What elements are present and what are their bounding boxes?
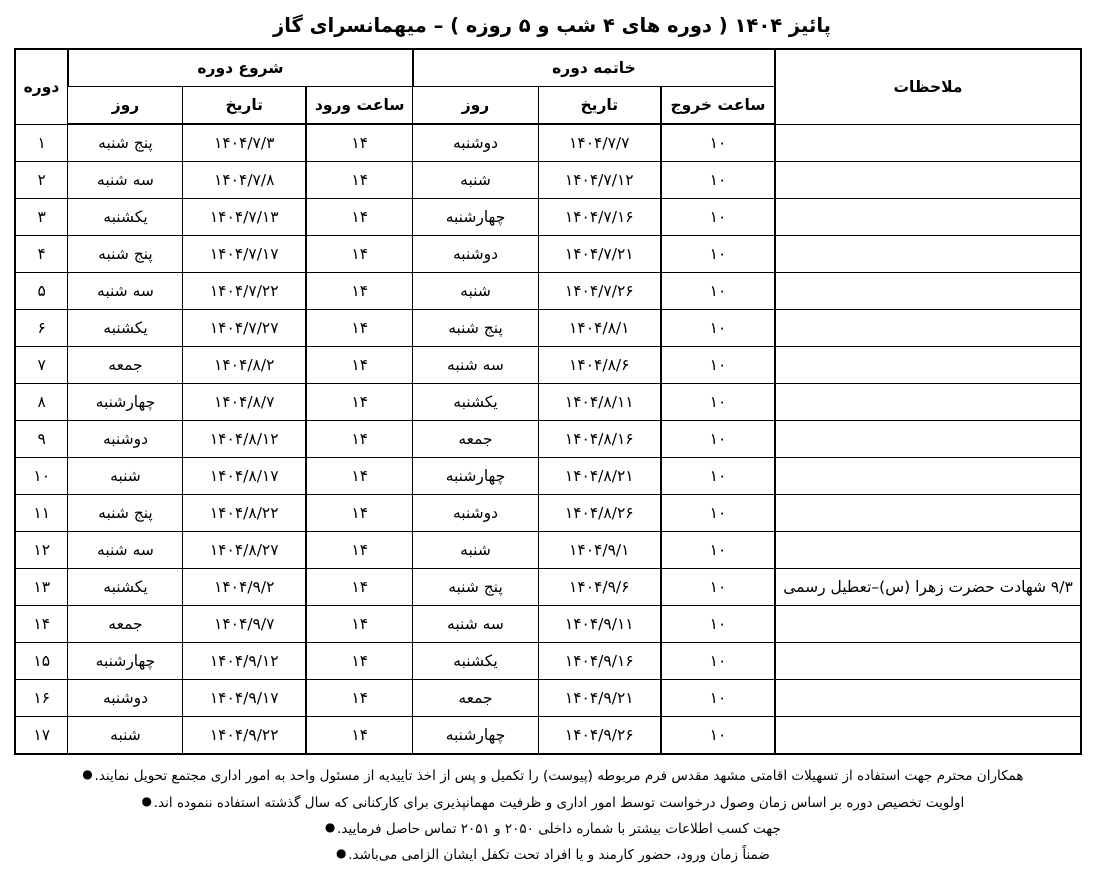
cell-end-time: ۱۰: [661, 606, 775, 643]
cell-end-time: ۱۰: [661, 199, 775, 236]
footnotes-list: [18, 767, 1086, 864]
cell-period: ۱۷: [15, 717, 68, 755]
table-row: [15, 162, 1081, 199]
cell-remarks: [775, 310, 1081, 347]
cell-end-day: سه شنبه: [413, 347, 538, 384]
cell-end-day: شنبه: [413, 162, 538, 199]
cell-start-day: دوشنبه: [68, 680, 183, 717]
column-group-header-end-of-period: خاتمه دوره: [413, 49, 775, 87]
cell-start-day: پنج شنبه: [68, 495, 183, 532]
cell-end-time: ۱۰: [661, 421, 775, 458]
bullet-icon: ●: [324, 820, 336, 835]
cell-remarks: [775, 124, 1081, 162]
cell-start-date: ۱۴۰۴/۹/۷: [183, 606, 306, 643]
cell-start-day: سه شنبه: [68, 162, 183, 199]
column-header-start-time: ساعت ورود: [306, 87, 413, 125]
cell-end-date: ۱۴۰۴/۸/۱۱: [538, 384, 661, 421]
bullet-icon: ●: [335, 846, 347, 861]
cell-period: ۸: [15, 384, 68, 421]
cell-remarks: [775, 606, 1081, 643]
cell-start-day: جمعه: [68, 606, 183, 643]
cell-period: ۱۱: [15, 495, 68, 532]
footnote-text: ضمناً زمان ورود، حضور کارمند و یا افراد تحت تکفل ایشان الزامی می‌باشد.: [348, 847, 770, 864]
cell-period: ۳: [15, 199, 68, 236]
schedule-table-container: [16, 48, 1082, 755]
cell-end-time: ۱۰: [661, 680, 775, 717]
cell-start-time: ۱۴: [306, 199, 413, 236]
schedule-table: [14, 48, 1082, 755]
cell-period: ۱۶: [15, 680, 68, 717]
cell-start-time: ۱۴: [306, 495, 413, 532]
cell-end-date: ۱۴۰۴/۸/۱: [538, 310, 661, 347]
cell-start-time: ۱۴: [306, 680, 413, 717]
cell-start-time: ۱۴: [306, 606, 413, 643]
cell-start-time: ۱۴: [306, 347, 413, 384]
cell-period: ۱۴: [15, 606, 68, 643]
cell-start-time: ۱۴: [306, 236, 413, 273]
cell-end-time: ۱۰: [661, 273, 775, 310]
cell-remarks: [775, 532, 1081, 569]
cell-start-date: ۱۴۰۴/۹/۲۲: [183, 717, 306, 755]
cell-period: ۷: [15, 347, 68, 384]
footnote-item: [18, 767, 1086, 785]
cell-start-date: ۱۴۰۴/۷/۸: [183, 162, 306, 199]
cell-remarks: [775, 717, 1081, 755]
cell-end-day: شنبه: [413, 273, 538, 310]
cell-end-date: ۱۴۰۴/۹/۱۱: [538, 606, 661, 643]
table-row: [15, 643, 1081, 680]
cell-start-time: ۱۴: [306, 162, 413, 199]
cell-end-date: ۱۴۰۴/۷/۲۱: [538, 236, 661, 273]
table-row: [15, 532, 1081, 569]
cell-period: ۶: [15, 310, 68, 347]
cell-start-day: جمعه: [68, 347, 183, 384]
cell-end-date: ۱۴۰۴/۷/۱۲: [538, 162, 661, 199]
cell-end-date: ۱۴۰۴/۸/۲۶: [538, 495, 661, 532]
cell-end-time: ۱۰: [661, 495, 775, 532]
cell-end-day: جمعه: [413, 680, 538, 717]
cell-end-date: ۱۴۰۴/۹/۲۶: [538, 717, 661, 755]
table-row: [15, 310, 1081, 347]
cell-period: ۱۲: [15, 532, 68, 569]
cell-remarks: [775, 421, 1081, 458]
cell-period: ۱۰: [15, 458, 68, 495]
cell-end-date: ۱۴۰۴/۸/۱۶: [538, 421, 661, 458]
cell-remarks: [775, 458, 1081, 495]
cell-start-time: ۱۴: [306, 643, 413, 680]
cell-end-day: چهارشنبه: [413, 717, 538, 755]
column-header-period: دوره: [15, 49, 68, 124]
page-title: پائیز ۱۴۰۴ ( دوره های ۴ شب و ۵ روزه ) – میهمانسرای گاز: [273, 14, 831, 37]
cell-end-time: ۱۰: [661, 458, 775, 495]
cell-end-day: دوشنبه: [413, 124, 538, 162]
cell-start-day: یکشنبه: [68, 310, 183, 347]
cell-start-time: ۱۴: [306, 384, 413, 421]
cell-end-date: ۱۴۰۴/۹/۱۶: [538, 643, 661, 680]
cell-period: ۱۳: [15, 569, 68, 606]
column-group-header-start-of-period: شروع دوره: [68, 49, 413, 87]
cell-end-date: ۱۴۰۴/۷/۱۶: [538, 199, 661, 236]
column-header-start-day: روز: [68, 87, 183, 125]
cell-start-time: ۱۴: [306, 273, 413, 310]
cell-period: ۱۵: [15, 643, 68, 680]
cell-end-time: ۱۰: [661, 236, 775, 273]
cell-end-time: ۱۰: [661, 532, 775, 569]
cell-start-day: سه شنبه: [68, 532, 183, 569]
cell-end-date: ۱۴۰۴/۷/۷: [538, 124, 661, 162]
cell-end-day: یکشنبه: [413, 643, 538, 680]
cell-remarks: [775, 384, 1081, 421]
cell-remarks: [775, 162, 1081, 199]
bullet-icon: ●: [82, 767, 93, 782]
cell-end-time: ۱۰: [661, 569, 775, 606]
cell-end-time: ۱۰: [661, 717, 775, 755]
cell-period: ۵: [15, 273, 68, 310]
cell-period: ۹: [15, 421, 68, 458]
cell-end-date: ۱۴۰۴/۹/۱: [538, 532, 661, 569]
cell-end-day: دوشنبه: [413, 236, 538, 273]
cell-end-day: جمعه: [413, 421, 538, 458]
cell-end-time: ۱۰: [661, 643, 775, 680]
cell-start-day: دوشنبه: [68, 421, 183, 458]
cell-start-time: ۱۴: [306, 717, 413, 755]
cell-start-date: ۱۴۰۴/۸/۲۷: [183, 532, 306, 569]
column-header-end-date: تاریخ: [538, 87, 661, 125]
cell-start-day: شنبه: [68, 717, 183, 755]
cell-period: ۲: [15, 162, 68, 199]
cell-period: ۴: [15, 236, 68, 273]
cell-start-date: ۱۴۰۴/۹/۱۷: [183, 680, 306, 717]
cell-remarks: [775, 273, 1081, 310]
cell-start-time: ۱۴: [306, 124, 413, 162]
cell-end-time: ۱۰: [661, 124, 775, 162]
cell-end-day: دوشنبه: [413, 495, 538, 532]
cell-start-date: ۱۴۰۴/۷/۳: [183, 124, 306, 162]
table-row: [15, 124, 1081, 162]
table-row: [15, 495, 1081, 532]
table-row: [15, 569, 1081, 606]
cell-remarks: [775, 236, 1081, 273]
cell-end-date: ۱۴۰۴/۷/۲۶: [538, 273, 661, 310]
cell-start-day: چهارشنبه: [68, 643, 183, 680]
cell-start-day: پنج شنبه: [68, 236, 183, 273]
cell-end-time: ۱۰: [661, 310, 775, 347]
cell-end-date: ۱۴۰۴/۸/۲۱: [538, 458, 661, 495]
column-header-remarks: ملاحظات: [775, 49, 1081, 124]
cell-start-time: ۱۴: [306, 458, 413, 495]
cell-start-date: ۱۴۰۴/۷/۲۷: [183, 310, 306, 347]
cell-end-time: ۱۰: [661, 384, 775, 421]
column-header-start-date: تاریخ: [183, 87, 306, 125]
cell-remarks: [775, 199, 1081, 236]
cell-remarks: [775, 643, 1081, 680]
cell-end-date: ۱۴۰۴/۸/۶: [538, 347, 661, 384]
cell-end-date: ۱۴۰۴/۹/۶: [538, 569, 661, 606]
cell-start-day: چهارشنبه: [68, 384, 183, 421]
table-row: [15, 384, 1081, 421]
table-row: [15, 606, 1081, 643]
cell-end-day: شنبه: [413, 532, 538, 569]
cell-start-day: سه شنبه: [68, 273, 183, 310]
cell-start-date: ۱۴۰۴/۹/۲: [183, 569, 306, 606]
bullet-icon: ●: [141, 793, 152, 808]
cell-remarks: [775, 495, 1081, 532]
cell-start-date: ۱۴۰۴/۸/۱۲: [183, 421, 306, 458]
column-header-end-day: روز: [413, 87, 538, 125]
cell-end-day: سه شنبه: [413, 606, 538, 643]
table-row: [15, 458, 1081, 495]
cell-start-date: ۱۴۰۴/۹/۱۲: [183, 643, 306, 680]
footnote-item: [18, 820, 1086, 838]
column-header-end-time: ساعت خروج: [661, 87, 775, 125]
table-header: [15, 49, 1081, 124]
cell-start-date: ۱۴۰۴/۷/۱۷: [183, 236, 306, 273]
cell-start-date: ۱۴۰۴/۸/۱۷: [183, 458, 306, 495]
cell-start-time: ۱۴: [306, 421, 413, 458]
table-body: [15, 124, 1081, 754]
footnote-text: همکاران محترم جهت استفاده از تسهیلات اقامتی مشهد مقدس فرم مربوطه (پیوست) را تکمیل و پس از اخذ تاییدیه از مسئول واحد به امور اداری مجتمع تحویل نمایند.: [94, 768, 1024, 785]
cell-start-date: ۱۴۰۴/۷/۲۲: [183, 273, 306, 310]
table-row: [15, 347, 1081, 384]
cell-start-time: ۱۴: [306, 310, 413, 347]
cell-start-date: ۱۴۰۴/۷/۱۳: [183, 199, 306, 236]
cell-end-time: ۱۰: [661, 347, 775, 384]
cell-remarks: ۹/۳ شهادت حضرت زهرا (س)–تعطیل رسمی: [775, 569, 1081, 606]
table-row: [15, 199, 1081, 236]
cell-start-date: ۱۴۰۴/۸/۲: [183, 347, 306, 384]
table-row: [15, 421, 1081, 458]
cell-remarks: [775, 347, 1081, 384]
table-row: [15, 717, 1081, 755]
cell-start-date: ۱۴۰۴/۸/۲۲: [183, 495, 306, 532]
cell-end-date: ۱۴۰۴/۹/۲۱: [538, 680, 661, 717]
cell-end-day: چهارشنبه: [413, 199, 538, 236]
cell-start-time: ۱۴: [306, 569, 413, 606]
table-row: [15, 236, 1081, 273]
cell-end-day: چهارشنبه: [413, 458, 538, 495]
footnote-item: [18, 794, 1086, 812]
cell-start-day: یکشنبه: [68, 199, 183, 236]
cell-period: ۱: [15, 124, 68, 162]
footnote-item: [18, 846, 1086, 864]
cell-remarks: [775, 680, 1081, 717]
footnote-text: اولویت تخصیص دوره بر اساس زمان وصول درخواست توسط امور اداری و ظرفیت مهمانپذیری برای کارکنانی که سال گذشته استفاده ننموده اند.: [153, 794, 965, 811]
cell-start-day: شنبه: [68, 458, 183, 495]
cell-start-day: یکشنبه: [68, 569, 183, 606]
cell-start-date: ۱۴۰۴/۸/۷: [183, 384, 306, 421]
cell-end-time: ۱۰: [661, 162, 775, 199]
cell-end-day: پنج شنبه: [413, 310, 538, 347]
cell-start-day: پنج شنبه: [68, 124, 183, 162]
cell-start-time: ۱۴: [306, 532, 413, 569]
cell-end-day: پنج شنبه: [413, 569, 538, 606]
cell-end-day: یکشنبه: [413, 384, 538, 421]
table-row: [15, 680, 1081, 717]
table-row: [15, 273, 1081, 310]
footnote-text: جهت کسب اطلاعات بیشتر با شماره داخلی ۲۰۵۰ و ۲۰۵۱ تماس حاصل فرمایید.: [337, 821, 781, 838]
